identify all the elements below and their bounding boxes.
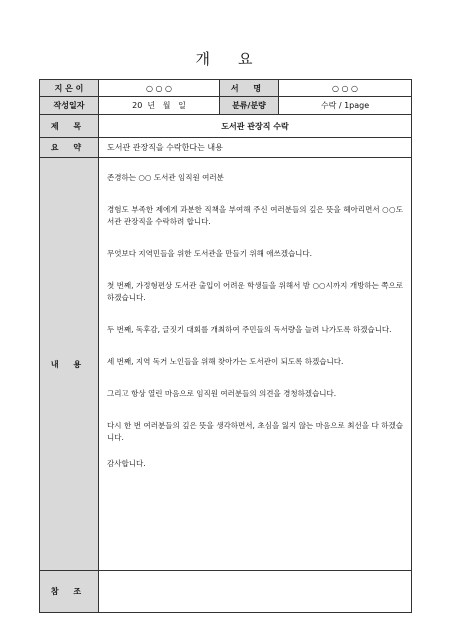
signature-label: 서 명 (220, 80, 279, 97)
content-label: 내 용 (40, 158, 99, 571)
content-paragraph: 존경하는 ○○ 도서관 임직원 여러분 (107, 173, 224, 182)
page-title-right: 요 (238, 50, 255, 68)
date-row (40, 97, 412, 115)
content-paragraph: 경험도 부족한 제에게 과분한 직책을 부여해 주신 여러분들의 깊은 뜻을 헤아리면서 ○○도서관 관장직을 수락하려 합니다. (107, 205, 403, 226)
overview-form (39, 79, 412, 613)
date-value: 20 년 월 일 (99, 97, 220, 115)
reference-label: 참 조 (40, 571, 99, 613)
content-row (40, 158, 412, 571)
summary-text: 도서관 관장직을 수락한다는 내용 (99, 138, 412, 158)
content-paragraph: 두 번째, 독후감, 글짓기 대회를 개최하여 주민들의 독서량을 늘려 나가도록 하겠습니다. (107, 325, 392, 334)
content-paragraph: 세 번째, 지역 독거 노인들을 위해 찾아가는 도서관이 되도록 하겠습니다. (107, 357, 344, 366)
document-title: 도서관 관장직 수락 (99, 115, 412, 138)
content-paragraph: 감사합니다. (107, 459, 146, 468)
date-label: 작성일자 (40, 97, 99, 115)
category-label: 분류/분량 (220, 97, 279, 115)
content-body (99, 158, 412, 571)
summary-label: 요 약 (40, 138, 99, 158)
page-title (0, 48, 450, 69)
signature-value: ○ ○ ○ (279, 80, 412, 97)
reference-row (40, 571, 412, 613)
author-row (40, 80, 412, 97)
page-title-left: 개 (195, 50, 212, 68)
category-value: 수락 / 1page (279, 97, 412, 115)
content-paragraph: 첫 번째, 가정형편상 도서관 출입이 어려운 학생들을 위해서 밤 ○○시까지 개방하는 쪽으로 하겠습니다. (107, 281, 403, 302)
reference-value (99, 571, 412, 613)
summary-row (40, 138, 412, 158)
content-paragraph: 무엇보다 지역민들을 위한 도서관을 만들기 위해 애쓰겠습니다. (107, 249, 313, 258)
content-paragraph: 다시 한 번 여러분들의 깊은 뜻을 생각하면서, 초심을 잃지 않는 마음으로 최선을 다 하겠습니다. (107, 421, 403, 442)
title-row (40, 115, 412, 138)
title-label: 제 목 (40, 115, 99, 138)
author-value: ○ ○ ○ (99, 80, 220, 97)
author-label: 지 은 이 (40, 80, 99, 97)
content-paragraph: 그리고 항상 열린 마음으로 임직원 여러분들의 의견을 경청하겠습니다. (107, 389, 337, 398)
